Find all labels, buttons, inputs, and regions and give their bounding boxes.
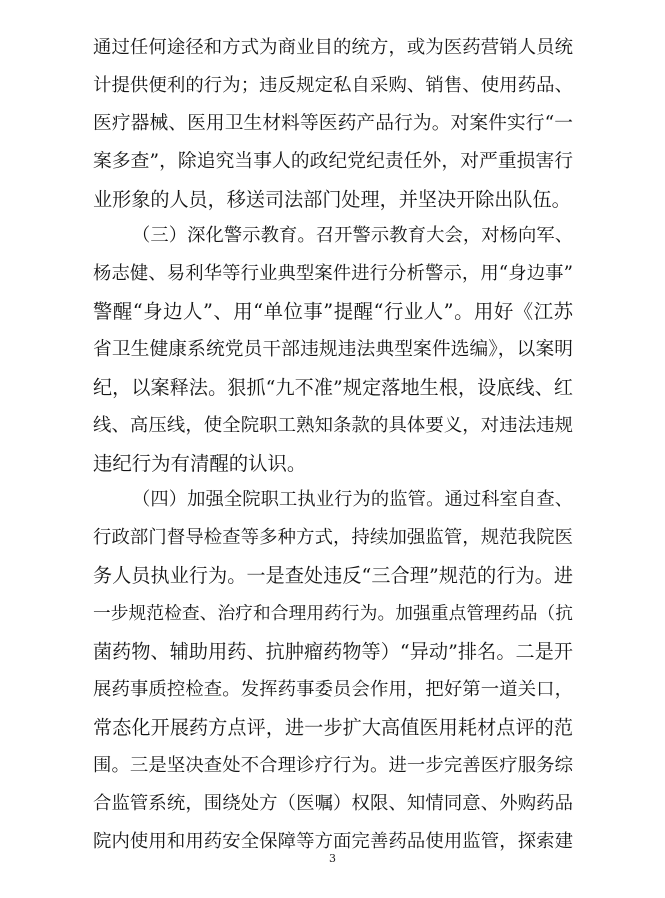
text-line: 警醒“身边人”、用“单位事”提醒“行业人”。用好《江苏 [93,300,573,323]
text-line: 务人员执业行为。一是查处违反“三合理”规范的行为。进 [93,564,573,587]
text-line: 业形象的人员，移送司法部门处理，并坚决开除出队伍。 [93,188,571,211]
text-line: 一步规范检查、治疗和合理用药行为。加强重点管理药品（抗 [93,604,573,624]
text-line: 通过任何途径和方式为商业目的统方，或为医药营销人员统 [93,37,573,58]
text-line: 杨志健、易利华等行业典型案件进行分析警示，用“身边事” [93,263,573,284]
text-line: （三）深化警示教育。召开警示教育大会，对杨向军、 [132,225,573,246]
text-line: 围。三是坚决查处不合理诊疗行为。进一步完善医疗服务综 [93,755,573,776]
text-line: 菌药物、辅助用药、抗肿瘤药物等）“异动”排名。二是开 [93,640,573,663]
text-line: 合监管系统，围绕处方（医嘱）权限、知情同意、外购药品 [93,793,573,814]
text-line: 医疗器械、医用卫生材料等医药产品行为。对案件实行“一 [93,113,573,134]
text-line: 展药事质控检查。发挥药事委员会作用，把好第一道关口， [93,679,573,700]
text-line: 违纪行为有清醒的认识。 [93,452,307,475]
text-line: 院内使用和用药安全保障等方面完善药品使用监管，探索建 [93,831,573,852]
text-line: 行政部门督导检查等多种方式，持续加强监管，规范我院医 [93,527,573,548]
text-line: 常态化开展药方点评，进一步扩大高值医用耗材点评的范 [93,716,573,739]
text-line: 计提供便利的行为；违反规定私自采购、销售、使用药品、 [93,75,573,96]
text-line: 线、高压线，使全院职工熟知条款的具体要义，对违法违规 [93,415,573,436]
text-line: 省卫生健康系统党员干部违规违法典型案件选编》，以案明 [93,339,573,360]
page-number: 3 [329,852,336,865]
text-line: 纪，以案释法。狠抓“九不准”规定落地生根，设底线、红 [93,376,573,399]
text-line: （四）加强全院职工执业行为的监管。通过科室自查、 [132,489,573,510]
text-line: 案多查”，除追究当事人的政纪党纪责任外，对严重损害行 [93,151,573,172]
